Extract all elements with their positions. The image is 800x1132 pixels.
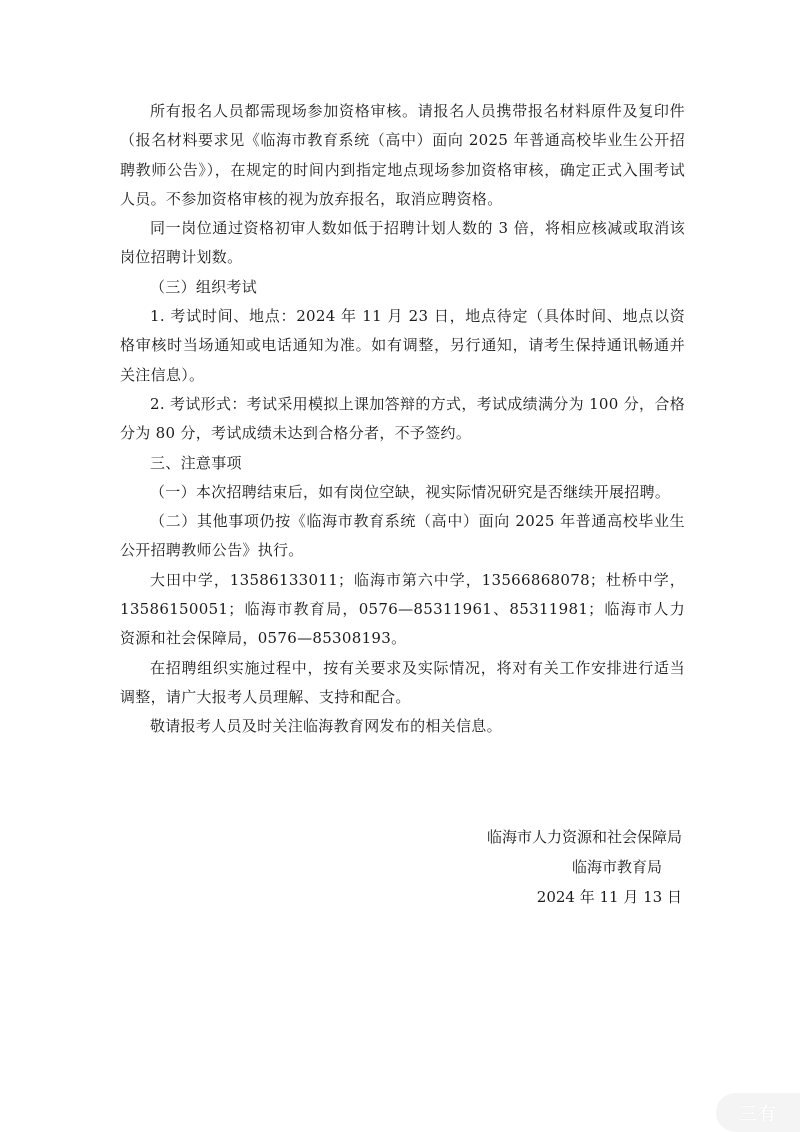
signature-org-education: 临海市教育局 [571,858,662,876]
signature-org-hr: 临海市人力资源和社会保障局 [486,828,682,846]
paragraph-note-vacancy: （一）本次招聘结束后，如有岗位空缺，视实际情况研究是否继续开展招聘。 [150,482,671,501]
watermark-badge [716,1093,800,1132]
signature-date: 2024 年 11 月 13 日 [536,888,682,906]
paragraph-exam-format: 2. 考试形式：考试采用模拟上课加答辩的方式，考试成绩满分为 100 分，合格分为 80 分，考试成绩未达到合格分者，不予签约。 [120,394,685,443]
paragraph-contacts: 大田中学，13586133011；临海市第六中学，13566868078；杜桥中学，13586150051；临海市教育局，0576—85311961、85311981；临海市人力资源和社会保障局，0576—85308193。 [120,570,685,648]
heading-notes: 三、注意事项 [150,453,242,472]
paragraph-adjustment: 在招聘组织实施过程中，按有关要求及实际情况，将对有关工作安排进行适当调整，请广大报考人员理解、支持和配合。 [120,658,685,706]
paragraph-exam-time-place: 1. 考试时间、地点：2024 年 11 月 23 日，地点待定（具体时间、地点以资格审核时当场通知或电话通知为准。如有调整，另行通知，请考生保持通讯畅通并关注信息）。 [120,307,685,384]
paragraph-follow-info: 敬请报考人员及时关注临海教育网发布的相关信息。 [150,717,502,736]
paragraph-qualification-review: 所有报名人员都需现场参加资格审核。请报名人员携带报名材料原件及复印件（报名材料要求见《临海市教育系统（高中）面向 2025 年普通高校毕业生公开招聘教师公告》），在规定的时间内到指定地点现场参加资格审核，确定正式入围考试人员。不参加资格审核的视为放弃报名，取消应聘资格。 [120,102,685,208]
heading-organize-exam: （三）组织考试 [150,277,258,296]
watermark-text: 三有 [739,1103,777,1125]
document-body [120,97,685,742]
paragraph-ratio-rule: 同一岗位通过资格初审人数如低于招聘计划人数的 3 倍，将相应核减或取消该岗位招聘计划数。 [120,219,685,267]
paragraph-note-other: （二）其他事项仍按《临海市教育系统（高中）面向 2025 年普通高校毕业生公开招聘教师公告》执行。 [120,512,685,560]
signature-block [420,822,682,912]
